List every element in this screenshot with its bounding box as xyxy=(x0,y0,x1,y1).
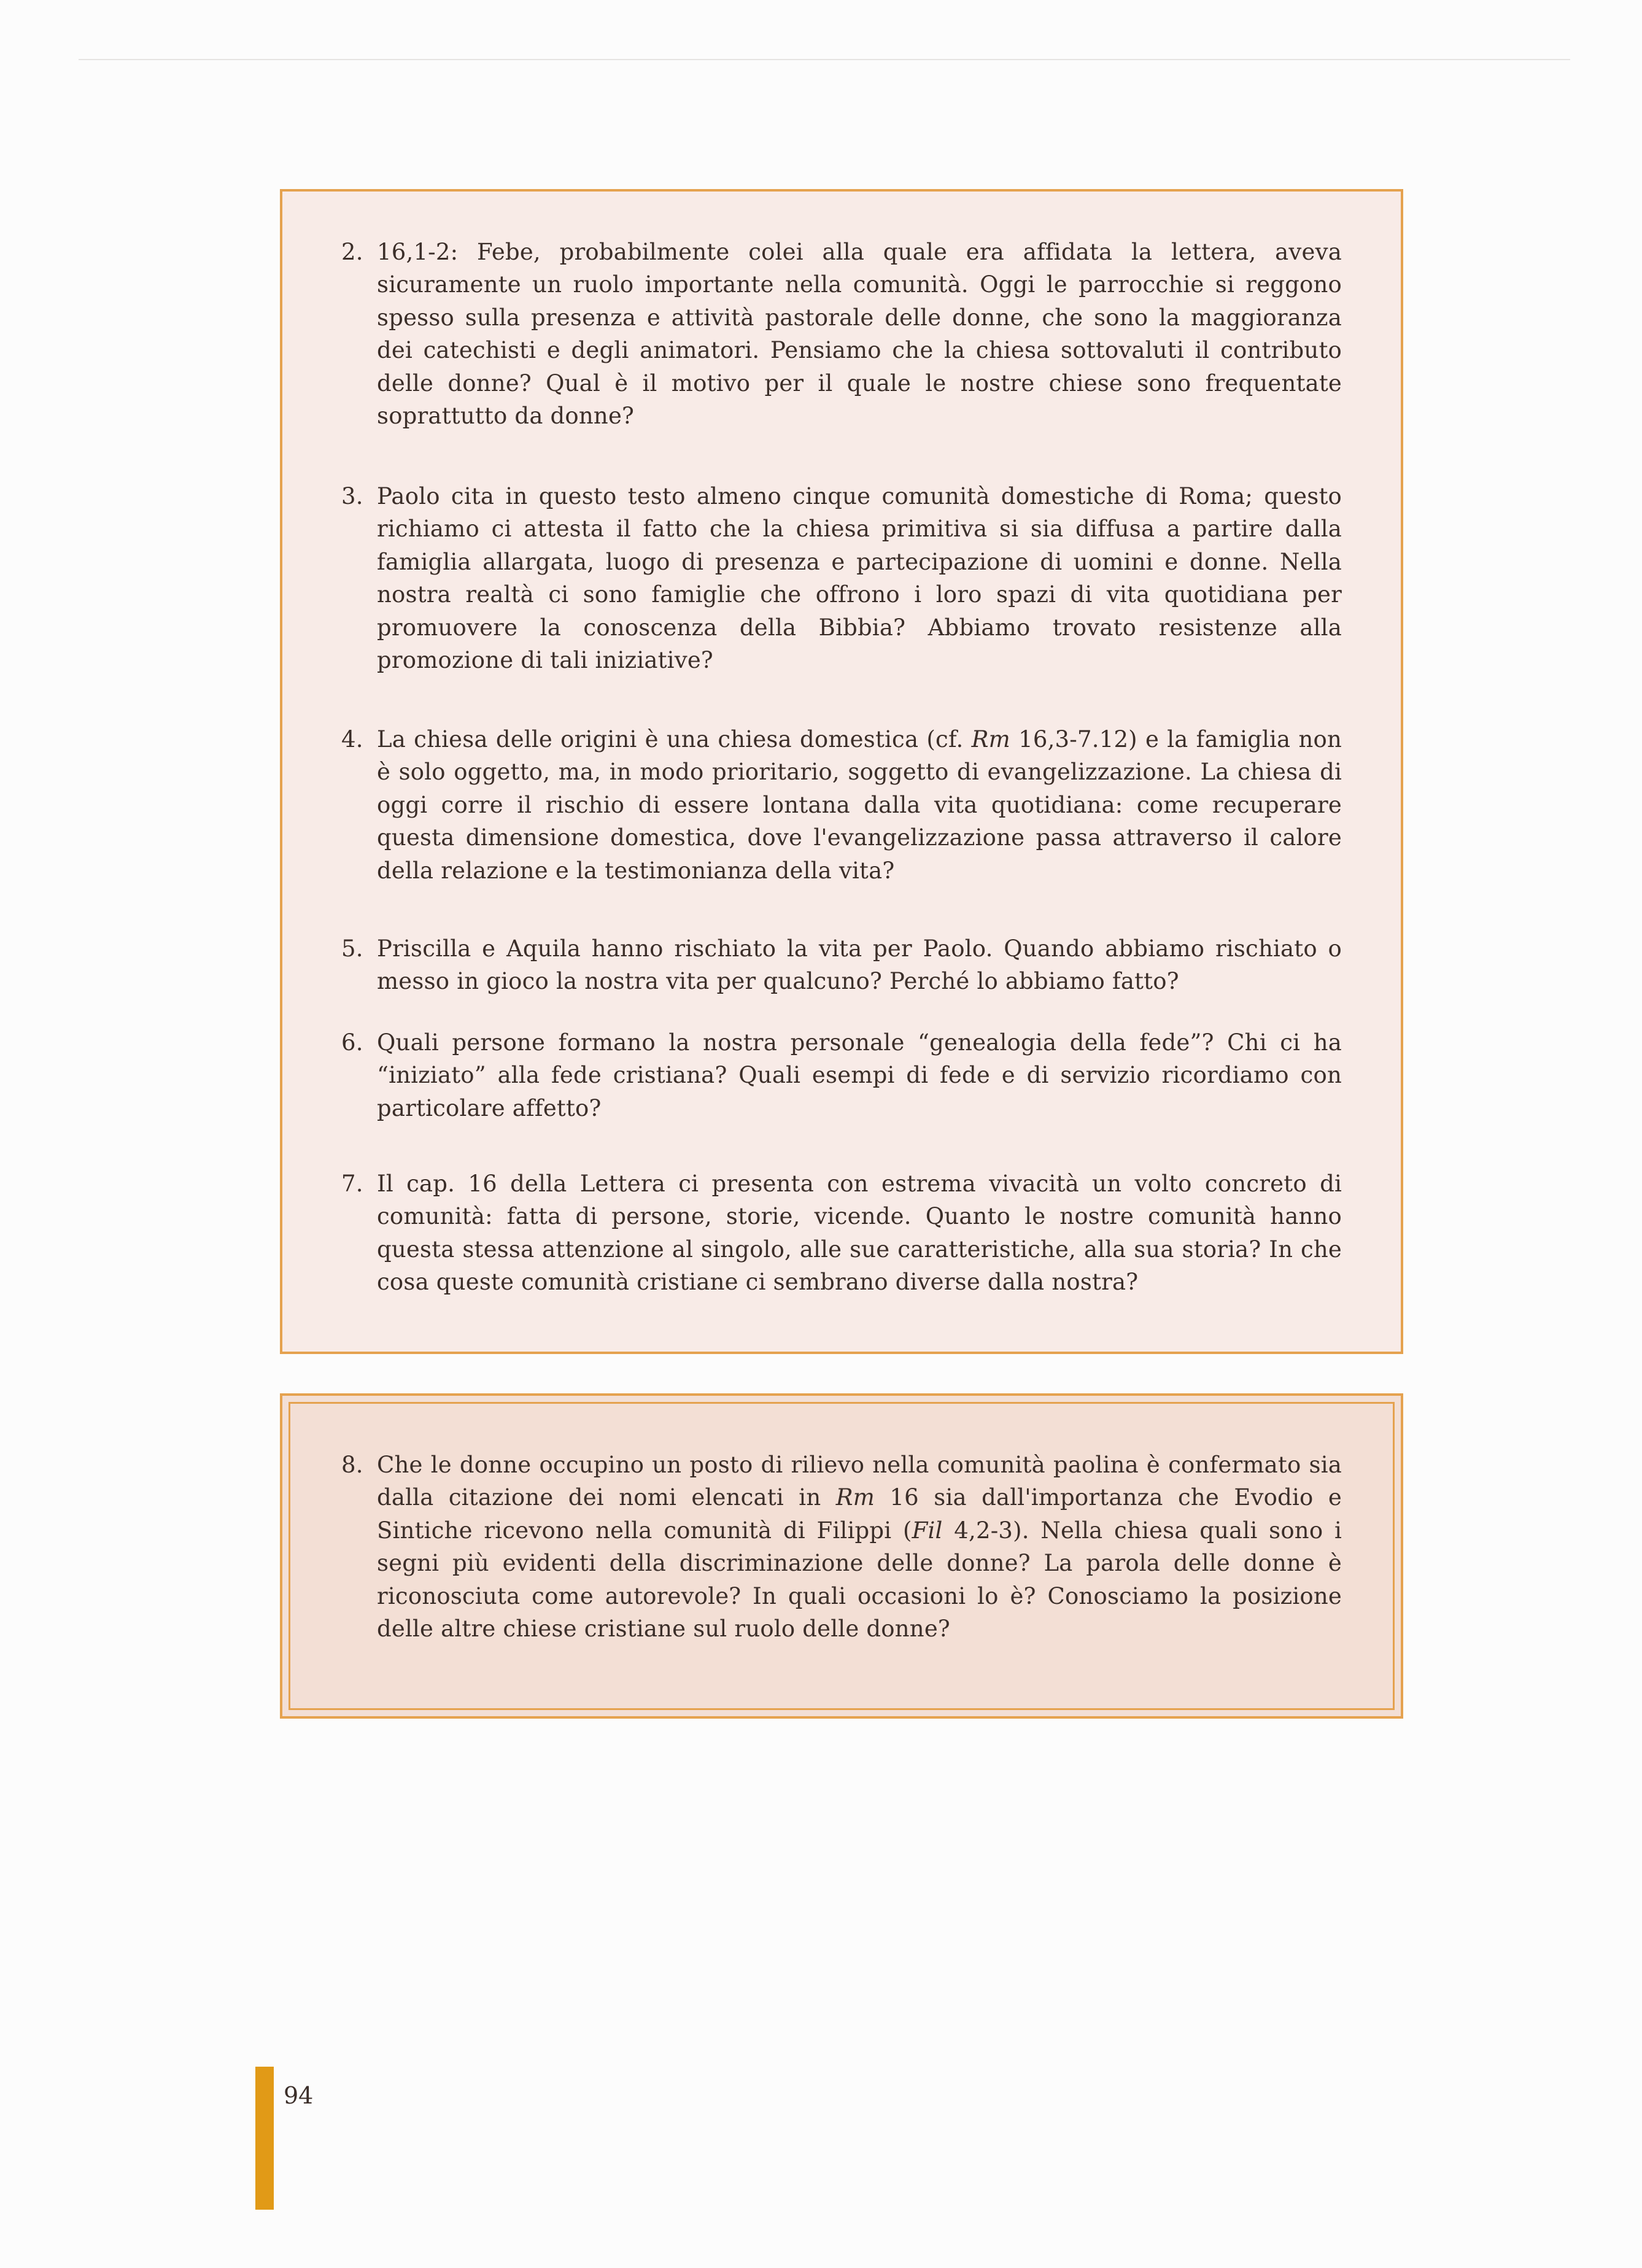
text-segment: Che le donne occupino un posto di rilievo nella comunità paolina è confermato sia dalla citazione dei nomi elencati in xyxy=(377,1452,1342,1511)
question-number: 6. xyxy=(341,1029,363,1056)
question-text: Quali persone formano la nostra personale “genealogia della fede”? Chi ci ha “iniziato” alla fede cristiana? Quali esempi di fede e di servizio ricordiamo con particolare affetto? xyxy=(377,1029,1342,1121)
question-text: Il cap. 16 della Lettera ci presenta con estrema vivacità un volto concreto di comunità: fatta di persone, storie, vicende. Quanto le nostre comunità hanno questa stessa attenzione al singolo, alle sue caratteristiche, alla sua storia? In che cosa queste comunità cristiane ci sembrano diverse dalla nostra? xyxy=(377,1171,1342,1296)
highlight-box xyxy=(280,1393,1403,1719)
question-number: 2. xyxy=(341,239,363,265)
page-number: 94 xyxy=(284,2082,314,2109)
text-segment: La chiesa delle origini è una chiesa domestica (cf. xyxy=(377,726,972,753)
questions-box xyxy=(280,189,1403,1354)
question-number: 3. xyxy=(341,483,363,509)
question-number: 4. xyxy=(341,726,363,753)
question-text: Paolo cita in questo testo almeno cinque comunità domestiche di Roma; questo richiamo ci attesta il fatto che la chiesa primitiva si sia diffusa a partire dalla famiglia allargata, luogo di presenza e partecipazione di uomini e donne. Nella nostra realtà ci sono famiglie che offrono i loro spazi di vita quotidiana per promuovere la conoscenza della Bibbia? Abbiamo trovato resistenze alla promozione di tali iniziative? xyxy=(377,483,1342,674)
text-segment: 16,3-7.12) e la famiglia non è solo oggetto, ma, in modo prioritario, soggetto di evangelizzazione. La chiesa di oggi corre il rischio di essere lontana dalla vita quotidiana: come recuperare questa dimensione domestica, dove l'evangelizzazione passa attraverso il calore della relazione e la testimonianza della vita? xyxy=(377,726,1342,884)
text-segment: 16 sia dall'importanza che Evodio e Sintiche ricevono nella comunità di Filippi ( xyxy=(377,1484,1342,1544)
bible-reference: Rm xyxy=(971,726,1010,753)
question-text: Priscilla e Aquila hanno rischiato la vita per Paolo. Quando abbiamo rischiato o messo in gioco la nostra vita per qualcuno? Perché lo abbiamo fatto? xyxy=(377,935,1342,995)
question-text xyxy=(377,1449,1342,1645)
text-segment: 4,2-3). Nella chiesa quali sono i segni più evidenti della discriminazione delle donne? La parola delle donne è riconosciuta come autorevole? In quali occasioni lo è? Conosciamo la posizione delle altre chiese cristiane sul ruolo delle donne? xyxy=(377,1517,1342,1643)
page-margin-bar xyxy=(255,2067,274,2210)
question-text xyxy=(377,723,1342,887)
bible-reference: Fil xyxy=(912,1517,943,1544)
question-number: 8. xyxy=(341,1452,363,1478)
question-number: 7. xyxy=(341,1171,363,1197)
question-text: 16,1-2: Febe, probabilmente colei alla quale era affidata la lettera, aveva sicuramente un ruolo importante nella comunità. Oggi le parrocchie si reggono spesso sulla presenza e attività pastorale delle donne, che sono la maggioranza dei catechisti e degli animatori. Pensiamo che la chiesa sottovaluti il contributo delle donne? Qual è il motivo per il quale le nostre chiese sono frequentate soprattutto da donne? xyxy=(377,239,1342,430)
question-number: 5. xyxy=(341,935,363,962)
bible-reference: Rm xyxy=(835,1484,875,1511)
page-edge xyxy=(79,59,1570,60)
